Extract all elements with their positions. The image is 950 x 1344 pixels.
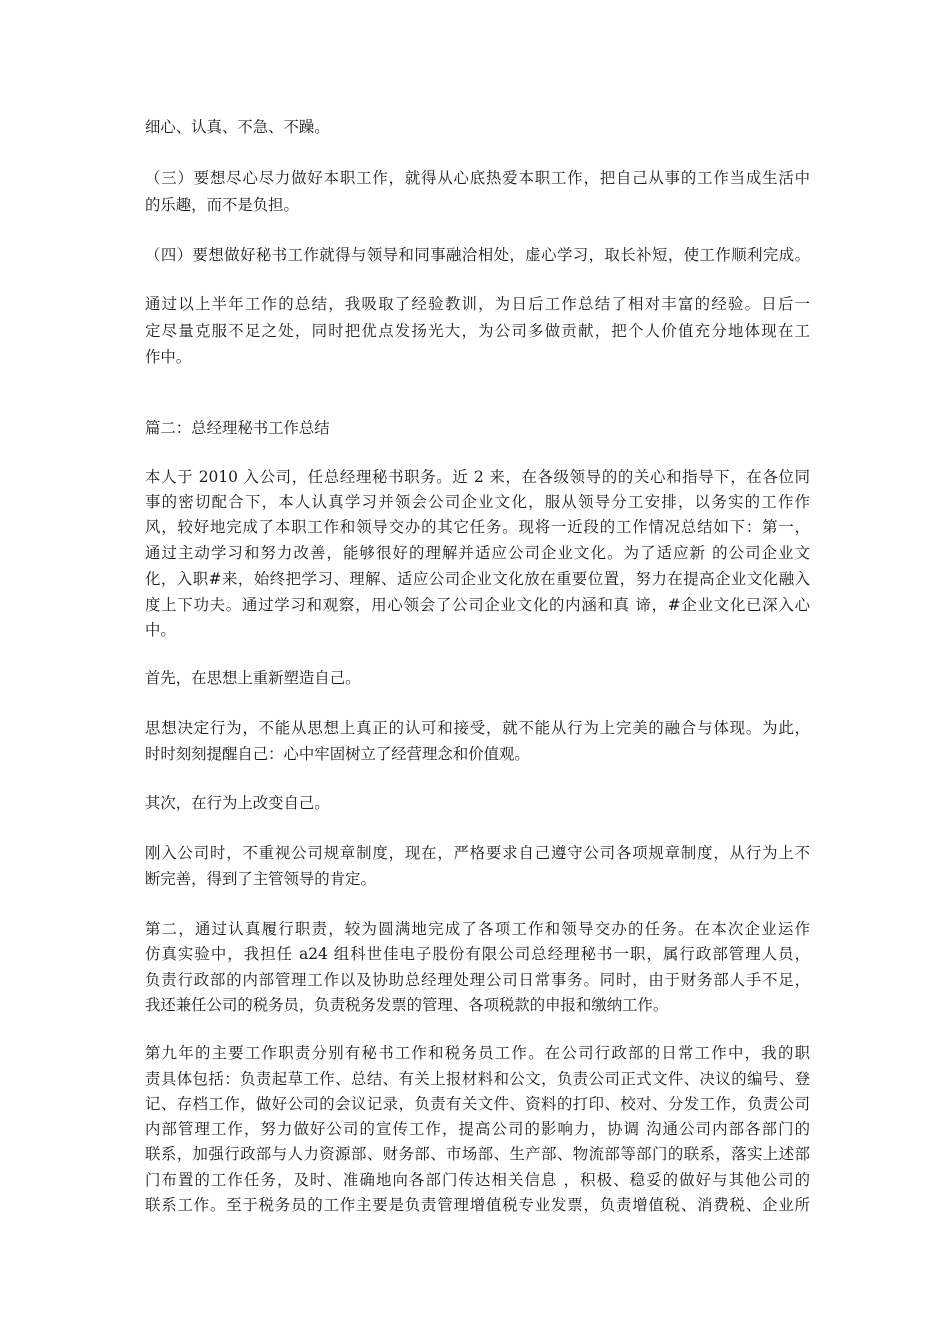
paragraph-line: 联系，加强行政部与人力资源部、财务部、市场部、生产部、物流部等部门的联系，落实上述部	[145, 1145, 810, 1163]
paragraph-line: 第九年的主要工作职责分别有秘书工作和税务员工作。在公司行政部的日常工作中，我的职	[145, 1044, 810, 1062]
paragraph-line: 首先，在思想上重新塑造自己。	[145, 669, 361, 687]
paragraph-line: 思想决定行为，不能从思想上真正的认可和接受，就不能从行为上完美的融合与体现。为此，	[145, 719, 810, 737]
section-heading: 篇二：总经理秘书工作总结	[145, 419, 330, 437]
paragraph-line: 通过主动学习和努力改善，能够很好的理解并适应公司企业文化。为了适应新 的公司企业文	[145, 544, 810, 562]
paragraph-line: （三）要想尽心尽力做好本职工作，就得从心底热爱本职工作，把自己从事的工作当成生活中	[145, 169, 810, 187]
paragraph-line: 风，较好地完成了本职工作和领导交办的其它任务。现将一近段的工作情况总结如下：第一，	[145, 518, 810, 536]
paragraph-line: 中。	[145, 621, 176, 639]
paragraph-line: 细心、认真、不急、不躁。	[145, 118, 330, 136]
paragraph-line: （四）要想做好秘书工作就得与领导和同事融洽相处，虚心学习，取长补短，使工作顺利完成。	[145, 246, 810, 264]
paragraph-line: 定尽量克服不足之处，同时把优点发扬光大，为公司多做贡献，把个人价值充分地体现在工	[145, 322, 810, 340]
paragraph-line: 断完善，得到了主管领导的肯定。	[145, 870, 376, 888]
paragraph-line: 内部管理工作，努力做好公司的宣传工作，提高公司的影响力，协调 沟通公司内部各部门的	[145, 1120, 810, 1138]
paragraph-line: 我还兼任公司的税务员，负责税务发票的管理、各项税款的申报和缴纳工作。	[145, 996, 669, 1014]
paragraph-line: 其次，在行为上改变自己。	[145, 794, 330, 812]
paragraph-line: 记、存档工作，做好公司的会议记录，负责有关文件、资料的打印、校对、分发工作，负责公司	[145, 1095, 810, 1113]
paragraph-line: 度上下功夫。通过学习和观察，用心领会了公司企业文化的内涵和真 谛，#企业文化已深入心	[145, 596, 810, 614]
paragraph-line: 仿真实验中，我担任 a24 组科世佳电子股份有限公司总经理秘书一职，属行政部管理人员，	[145, 945, 810, 963]
paragraph-line: 负责行政部的内部管理工作以及协助总经理处理公司日常事务。同时，由于财务部人手不足，	[145, 971, 810, 989]
paragraph-line: 化，入职#来，始终把学习、理解、适应公司企业文化放在重要位置，努力在提高企业文化融入	[145, 570, 810, 588]
paragraph-line: 刚入公司时，不重视公司规章制度，现在，严格要求自己遵守公司各项规章制度，从行为上不	[145, 844, 810, 862]
paragraph-line: 门布置的工作任务，及时、准确地向各部门传达相关信息 ，积极、稳妥的做好与其他公司的	[145, 1171, 810, 1189]
paragraph-line: 第二，通过认真履行职责，较为圆满地完成了各项工作和领导交办的任务。在本次企业运作	[145, 920, 810, 938]
paragraph-line: 责具体包括：负责起草工作、总结、有关上报材料和公文，负责公司正式文件、决议的编号、登	[145, 1070, 810, 1088]
paragraph-line: 联系工作。至于税务员的工作主要是负责管理增值税专业发票，负责增值税、消费税、企业所	[145, 1196, 810, 1214]
paragraph-line: 时时刻刻提醒自己：心中牢固树立了经营理念和价值观。	[145, 745, 530, 763]
paragraph-line: 本人于 2010 入公司，任总经理秘书职务。近 2 来，在各级领导的的关心和指导下，在各位同	[145, 468, 810, 486]
paragraph-line: 的乐趣，而不是负担。	[145, 196, 299, 214]
paragraph-line: 通过以上半年工作的总结，我吸取了经验教训，为日后工作总结了相对丰富的经验。日后一	[145, 295, 810, 313]
paragraph-line: 事的密切配合下，本人认真学习并领会公司企业文化，服从领导分工安排，以务实的工作作	[145, 493, 810, 511]
paragraph-line: 作中。	[145, 348, 192, 366]
